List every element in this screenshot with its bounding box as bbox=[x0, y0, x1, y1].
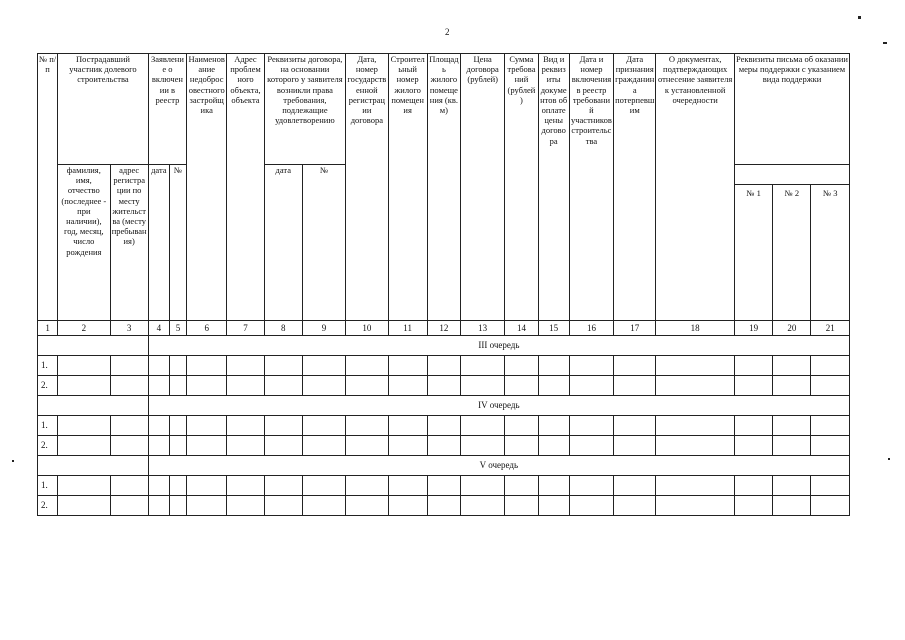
table-row bbox=[38, 376, 850, 396]
subheader-letter-3: № 3 bbox=[811, 185, 850, 321]
table-cell bbox=[505, 476, 538, 496]
header-participant: Пострадавший участник долевого строительства bbox=[58, 54, 149, 165]
row-number: 2. bbox=[38, 436, 58, 456]
table-cell bbox=[264, 416, 302, 436]
table-row bbox=[38, 356, 850, 376]
table-cell bbox=[614, 496, 656, 516]
scan-speck bbox=[888, 458, 890, 460]
table-cell bbox=[110, 436, 148, 456]
table-cell bbox=[58, 476, 110, 496]
table-cell bbox=[656, 476, 735, 496]
header-claim-sum: Сумма требований (рублей) bbox=[505, 54, 538, 321]
column-number: 11 bbox=[388, 321, 427, 336]
table-cell bbox=[388, 436, 427, 456]
table-cell bbox=[169, 496, 186, 516]
table-cell bbox=[427, 436, 460, 456]
table-cell bbox=[264, 436, 302, 456]
header-developer: Наименование недобросовестного застройщика bbox=[187, 54, 227, 321]
column-number: 3 bbox=[110, 321, 148, 336]
table-cell bbox=[264, 476, 302, 496]
table-cell bbox=[302, 356, 345, 376]
header-registration: Дата, номер государственной регистрации договора bbox=[346, 54, 388, 321]
table-cell bbox=[388, 356, 427, 376]
table-cell bbox=[734, 436, 772, 456]
subheader-contract-number: № bbox=[302, 165, 345, 321]
table-cell bbox=[264, 496, 302, 516]
table-row bbox=[38, 476, 850, 496]
column-number: 4 bbox=[148, 321, 169, 336]
row-number: 1. bbox=[38, 476, 58, 496]
column-number: 15 bbox=[538, 321, 569, 336]
table-cell bbox=[461, 376, 505, 396]
row-number: 1. bbox=[38, 356, 58, 376]
header-num: № п/п bbox=[38, 54, 58, 321]
column-number: 19 bbox=[734, 321, 772, 336]
column-number-row bbox=[38, 321, 850, 336]
table-cell bbox=[569, 416, 613, 436]
table-cell bbox=[302, 376, 345, 396]
table-cell bbox=[302, 496, 345, 516]
table-cell bbox=[169, 356, 186, 376]
table-cell bbox=[264, 376, 302, 396]
table-cell bbox=[148, 496, 169, 516]
table-cell bbox=[58, 496, 110, 516]
header-area: Площадь жилого помещения (кв. м) bbox=[427, 54, 460, 321]
subheader-app-date: дата bbox=[148, 165, 169, 321]
table-cell bbox=[346, 416, 388, 436]
table-cell bbox=[227, 416, 264, 436]
table-cell bbox=[773, 376, 811, 396]
scan-speck bbox=[858, 16, 861, 19]
section-header-row bbox=[38, 336, 850, 356]
table-cell bbox=[538, 416, 569, 436]
table-cell bbox=[227, 476, 264, 496]
table-cell bbox=[656, 416, 735, 436]
table-cell bbox=[538, 496, 569, 516]
table-cell bbox=[734, 496, 772, 516]
table-cell bbox=[110, 476, 148, 496]
section-header-row bbox=[38, 456, 850, 476]
table-cell bbox=[656, 356, 735, 376]
table-cell bbox=[187, 416, 227, 436]
table-cell bbox=[811, 476, 850, 496]
table-cell bbox=[169, 436, 186, 456]
row-number: 2. bbox=[38, 376, 58, 396]
table-cell bbox=[656, 436, 735, 456]
table-cell bbox=[811, 496, 850, 516]
table-cell bbox=[569, 436, 613, 456]
column-number: 1 bbox=[38, 321, 58, 336]
table-cell bbox=[734, 476, 772, 496]
table-cell bbox=[187, 436, 227, 456]
table-cell bbox=[773, 416, 811, 436]
header-support-letter: Реквизиты письма об оказании меры поддержки с указанием вида поддержки bbox=[734, 54, 849, 165]
table-cell bbox=[187, 476, 227, 496]
table-cell bbox=[614, 436, 656, 456]
table-cell bbox=[302, 416, 345, 436]
table-cell bbox=[187, 356, 227, 376]
table-cell bbox=[505, 356, 538, 376]
header-payment-docs: Вид и реквизиты документов об оплате цены договора bbox=[538, 54, 569, 321]
table-cell bbox=[538, 356, 569, 376]
table-cell bbox=[388, 496, 427, 516]
table-cell bbox=[614, 376, 656, 396]
table-cell bbox=[148, 356, 169, 376]
table-cell bbox=[58, 356, 110, 376]
register-table bbox=[37, 53, 850, 516]
table-cell bbox=[734, 356, 772, 376]
table-cell bbox=[461, 476, 505, 496]
table-cell bbox=[388, 416, 427, 436]
table-cell bbox=[569, 356, 613, 376]
table-cell bbox=[58, 416, 110, 436]
table-cell bbox=[110, 356, 148, 376]
column-number: 16 bbox=[569, 321, 613, 336]
column-number: 7 bbox=[227, 321, 264, 336]
table-cell bbox=[148, 416, 169, 436]
table-cell bbox=[505, 496, 538, 516]
table-row bbox=[38, 496, 850, 516]
table-cell bbox=[169, 476, 186, 496]
table-cell bbox=[614, 416, 656, 436]
column-number: 21 bbox=[811, 321, 850, 336]
table-cell bbox=[227, 436, 264, 456]
subheader-app-number: № bbox=[169, 165, 186, 321]
page-number: 2 bbox=[445, 27, 450, 37]
table-cell bbox=[58, 376, 110, 396]
table-cell bbox=[505, 416, 538, 436]
table-cell bbox=[656, 376, 735, 396]
table-cell bbox=[346, 436, 388, 456]
table-cell bbox=[538, 436, 569, 456]
section-blank-cell bbox=[38, 336, 149, 356]
subheader-letter-1: № 1 bbox=[734, 185, 772, 321]
row-number: 1. bbox=[38, 416, 58, 436]
table-cell bbox=[427, 476, 460, 496]
table-cell bbox=[505, 376, 538, 396]
table-cell bbox=[427, 416, 460, 436]
table-cell bbox=[614, 476, 656, 496]
column-number: 17 bbox=[614, 321, 656, 336]
section-title: V очередь bbox=[148, 456, 849, 476]
table-cell bbox=[227, 376, 264, 396]
section-blank-cell bbox=[38, 456, 149, 476]
table-cell bbox=[461, 436, 505, 456]
table-cell bbox=[811, 356, 850, 376]
subheader-contract-date: дата bbox=[264, 165, 302, 321]
column-number: 14 bbox=[505, 321, 538, 336]
table-cell bbox=[538, 376, 569, 396]
header-register-inclusion: Дата и номер включения в реестр требований участников строительства bbox=[569, 54, 613, 321]
table-cell bbox=[773, 356, 811, 376]
table-cell bbox=[427, 496, 460, 516]
section-blank-cell bbox=[38, 396, 149, 416]
table-cell bbox=[58, 436, 110, 456]
table-cell bbox=[569, 376, 613, 396]
column-number: 5 bbox=[169, 321, 186, 336]
column-number: 2 bbox=[58, 321, 110, 336]
table-cell bbox=[346, 376, 388, 396]
table-cell bbox=[148, 476, 169, 496]
row-number: 2. bbox=[38, 496, 58, 516]
table-cell bbox=[538, 476, 569, 496]
header-contract-price: Цена договора (рублей) bbox=[461, 54, 505, 321]
table-cell bbox=[773, 496, 811, 516]
scan-speck bbox=[12, 460, 14, 462]
table-cell bbox=[110, 416, 148, 436]
table-row bbox=[38, 416, 850, 436]
table-cell bbox=[773, 436, 811, 456]
section-title: IV очередь bbox=[148, 396, 849, 416]
table-cell bbox=[148, 376, 169, 396]
table-cell bbox=[110, 496, 148, 516]
table-cell bbox=[461, 496, 505, 516]
table-cell bbox=[656, 496, 735, 516]
subheader-full-name: фамилия, имя, отчество (последнее - при наличии), год, месяц, число рождения bbox=[58, 165, 110, 321]
header-building-number: Строительный номер жилого помещения bbox=[388, 54, 427, 321]
header-queue-docs: О документах, подтверждающих отнесение заявителя к установленной очередности bbox=[656, 54, 735, 321]
table-cell bbox=[169, 416, 186, 436]
table-cell bbox=[388, 476, 427, 496]
header-object-address: Адрес проблемного объекта, объекта bbox=[227, 54, 264, 321]
table-cell bbox=[264, 356, 302, 376]
column-number: 6 bbox=[187, 321, 227, 336]
header-contract-details: Реквизиты договора, на основании которого у заявителя возникли права требования, подлежащие удовлетворению bbox=[264, 54, 346, 165]
table-cell bbox=[614, 356, 656, 376]
table-cell bbox=[569, 476, 613, 496]
column-number: 18 bbox=[656, 321, 735, 336]
table-cell bbox=[187, 496, 227, 516]
table-cell bbox=[811, 436, 850, 456]
table-cell bbox=[346, 496, 388, 516]
column-number: 8 bbox=[264, 321, 302, 336]
table-cell bbox=[811, 376, 850, 396]
table-cell bbox=[505, 436, 538, 456]
table-cell bbox=[187, 376, 227, 396]
header-application: Заявление о включении в реестр bbox=[148, 54, 186, 165]
table-cell bbox=[388, 376, 427, 396]
table-cell bbox=[773, 476, 811, 496]
column-number: 10 bbox=[346, 321, 388, 336]
table-cell bbox=[427, 376, 460, 396]
table-cell bbox=[346, 356, 388, 376]
table-cell bbox=[302, 436, 345, 456]
table-cell bbox=[811, 416, 850, 436]
table-row bbox=[38, 436, 850, 456]
table-cell bbox=[734, 416, 772, 436]
table-cell bbox=[227, 356, 264, 376]
table-cell bbox=[302, 476, 345, 496]
column-number: 12 bbox=[427, 321, 460, 336]
table-cell bbox=[346, 476, 388, 496]
column-number: 13 bbox=[461, 321, 505, 336]
section-title: III очередь bbox=[148, 336, 849, 356]
table-cell bbox=[569, 496, 613, 516]
table-cell bbox=[148, 436, 169, 456]
scan-speck bbox=[883, 42, 887, 44]
table-cell bbox=[427, 356, 460, 376]
subheader-letter-2: № 2 bbox=[773, 185, 811, 321]
header-victim-date: Дата признания гражданина потерпевшим bbox=[614, 54, 656, 321]
table-cell bbox=[169, 376, 186, 396]
table-cell bbox=[110, 376, 148, 396]
column-number: 20 bbox=[773, 321, 811, 336]
support-letter-blank bbox=[734, 165, 849, 185]
table-cell bbox=[227, 496, 264, 516]
table-cell bbox=[461, 416, 505, 436]
column-number: 9 bbox=[302, 321, 345, 336]
table-cell bbox=[461, 356, 505, 376]
subheader-address: адрес регистрации по месту жительства (месту пребывания) bbox=[110, 165, 148, 321]
table-cell bbox=[734, 376, 772, 396]
section-header-row bbox=[38, 396, 850, 416]
